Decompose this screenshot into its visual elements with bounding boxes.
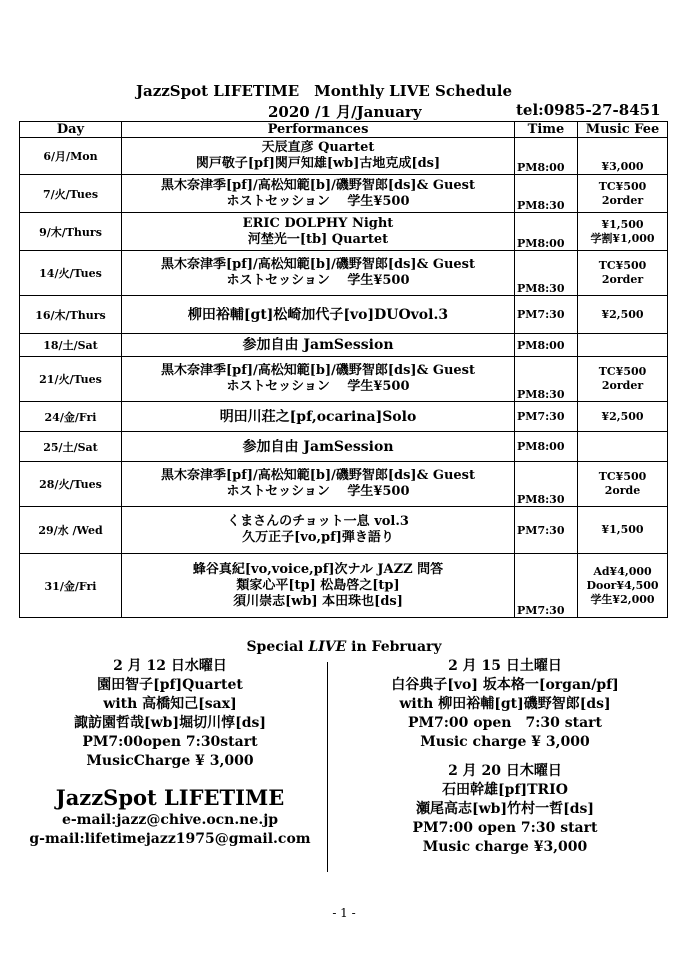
event-line: MusicCharge ¥ 3,000 (86, 753, 254, 769)
fee-line: TC¥500 (598, 259, 647, 272)
fee-line: 2order (601, 193, 644, 207)
schedule-title: JazzSpot LIFETIME Monthly LIVE Schedule (135, 82, 513, 100)
performance-line: 参加自由 JamSession (242, 337, 394, 353)
cell-performance (122, 213, 515, 251)
fee-line: ¥2,500 (601, 307, 644, 321)
fee-line: 学生¥2,000 (590, 592, 655, 606)
performance-line: 黒木奈津季[pf]/高松知範[b]/磯野智郎[ds]& Guest (161, 468, 475, 483)
schedule-row (20, 296, 668, 334)
fee-line: 学割¥1,000 (590, 231, 655, 245)
cell-day: 7/火/Tues (20, 175, 122, 213)
performance-line: 蜂谷真紀[vo,voice,pf]次ナル JAZZ 問答 (192, 561, 444, 577)
fee-line: TC¥500 (598, 470, 647, 483)
cell-time: PM8:00 (515, 213, 578, 251)
fee-line: Ad¥4,000 (593, 564, 652, 578)
cell-time: PM8:30 (515, 251, 578, 296)
performance-line: 須川崇志[wb] 本田珠也[ds] (233, 593, 403, 609)
table-header-row (20, 122, 668, 138)
fee-line: ¥3,000 (601, 160, 644, 173)
cell-fee (578, 554, 668, 618)
schedule-row (20, 402, 668, 432)
cell-performance (122, 432, 515, 462)
cell-time: PM8:30 (515, 357, 578, 402)
cell-fee (578, 357, 668, 402)
performance-line: 明田川荘之[pf,ocarina]Solo (219, 408, 417, 425)
event-line: 諏訪園哲哉[wb]堀切川惇[ds] (73, 715, 266, 731)
performance-line: 類家心平[tp] 松島啓之[tp] (236, 577, 400, 593)
venue-name: JazzSpot LIFETIME (55, 785, 285, 810)
cell-day: 21/火/Tues (20, 357, 122, 402)
special-live-heading: Special LIVE in February (246, 639, 442, 655)
schedule-row (20, 432, 668, 462)
fee-line: 2orde (604, 484, 641, 497)
cell-performance (122, 507, 515, 554)
fee-line: 2order (601, 273, 644, 286)
cell-time: PM7:30 (515, 554, 578, 618)
performance-line: ERIC DOLPHY Night (242, 215, 394, 231)
cell-day: 18/土/Sat (20, 334, 122, 357)
cell-day: 28/火/Tues (20, 462, 122, 507)
schedule-row (20, 334, 668, 357)
performance-line: ホストセッション 学生¥500 (226, 273, 410, 288)
email-address[interactable]: e-mail:jazz@chive.ocn.ne.jp (61, 812, 279, 828)
event-line: with 高橋知己[sax] (103, 696, 237, 712)
schedule-row (20, 357, 668, 402)
schedule-row (20, 554, 668, 618)
performance-line: 関戸敬子[pf]関戸知雄[wb]古地克成[ds] (195, 156, 441, 171)
schedule-body (20, 138, 668, 618)
fee-line: Door¥4,500 (586, 578, 659, 592)
cell-performance (122, 138, 515, 175)
schedule-row (20, 251, 668, 296)
event-line: 石田幹雄[pf]TRIO (442, 782, 568, 798)
performance-line: ホストセッション 学生¥500 (226, 484, 410, 499)
fee-line: TC¥500 (598, 365, 647, 378)
cell-time: PM8:00 (515, 432, 578, 462)
event-line: PM7:00 open 7:30 start (412, 820, 598, 836)
cell-day: 9/木/Thurs (20, 213, 122, 251)
fee-line: ¥1,500 (601, 217, 644, 231)
cell-performance (122, 357, 515, 402)
cell-day: 29/水 /Wed (20, 507, 122, 554)
cell-time: PM7:30 (515, 402, 578, 432)
cell-time: PM8:30 (515, 462, 578, 507)
schedule-row (20, 175, 668, 213)
performance-line: 黒木奈津季[pf]/高松知範[b]/磯野智郎[ds]& Guest (161, 257, 475, 272)
cell-performance (122, 251, 515, 296)
schedule-row (20, 507, 668, 554)
cell-fee (578, 138, 668, 175)
event-line: PM7:00open 7:30start (82, 734, 258, 750)
cell-time: PM8:00 (515, 334, 578, 357)
performance-line: 柳田裕輔[gt]松崎加代子[vo]DUOvol.3 (187, 306, 449, 323)
performance-line: くまさんのチョット一息 vol.3 (227, 514, 409, 529)
telephone: tel:0985-27-8451 (516, 101, 661, 119)
page-number: - 1 - (332, 906, 356, 920)
cell-performance (122, 402, 515, 432)
performance-line: 久万正子[vo,pf]弾き語り (242, 530, 394, 545)
cell-fee (578, 334, 668, 357)
cell-performance (122, 554, 515, 618)
cell-fee (578, 432, 668, 462)
event-line: Music charge ¥ 3,000 (420, 734, 590, 750)
column-header-performances: Performances (122, 122, 515, 138)
performance-line: 参加自由 JamSession (242, 438, 394, 455)
performance-line: 黒木奈津季[pf]/高松知範[b]/磯野智郎[ds]& Guest (161, 177, 475, 193)
event-line: PM7:00 open 7:30 start (407, 715, 603, 731)
gmail-address[interactable]: g-mail:lifetimejazz1975@gmail.com (29, 831, 311, 847)
fee-line: ¥2,500 (601, 409, 644, 423)
cell-fee (578, 507, 668, 554)
cell-day: 25/土/Sat (20, 432, 122, 462)
cell-fee (578, 296, 668, 334)
performance-line: 河埜光一[tb] Quartet (247, 231, 389, 247)
event-date: 2 月 12 日水曜日 (113, 658, 227, 674)
column-header-time: Time (515, 122, 578, 138)
cell-day: 14/火/Tues (20, 251, 122, 296)
event-date: 2 月 15 日土曜日 (448, 658, 562, 674)
fee-line: TC¥500 (598, 179, 647, 193)
event-line: with 柳田裕輔[gt]磯野智郎[ds] (399, 696, 611, 712)
fee-line: 2order (601, 379, 644, 392)
cell-time: PM8:00 (515, 138, 578, 175)
performance-line: 天辰直彦 Quartet (261, 140, 375, 155)
schedule-row (20, 462, 668, 507)
event-line: 園田智子[pf]Quartet (97, 677, 243, 693)
cell-performance (122, 334, 515, 357)
cell-time: PM8:30 (515, 175, 578, 213)
cell-fee (578, 175, 668, 213)
event-date: 2 月 20 日木曜日 (448, 763, 562, 779)
performance-line: ホストセッション 学生¥500 (226, 379, 410, 394)
column-header-fee: Music Fee (578, 122, 668, 138)
schedule-table (19, 121, 668, 618)
cell-time: PM7:30 (515, 507, 578, 554)
cell-performance (122, 175, 515, 213)
cell-day: 24/金/Fri (20, 402, 122, 432)
right-column (340, 657, 670, 857)
month-label: 2020 /1 月/January (268, 103, 422, 121)
schedule-row (20, 138, 668, 175)
cell-fee (578, 402, 668, 432)
performance-line: ホストセッション 学生¥500 (226, 193, 410, 209)
event-line: Music charge ¥3,000 (422, 839, 588, 855)
cell-fee (578, 213, 668, 251)
event-line: 白谷典子[vo] 坂本格一[organ/pf] (391, 677, 619, 693)
performance-line: 黒木奈津季[pf]/高松知範[b]/磯野智郎[ds]& Guest (161, 363, 475, 378)
cell-performance (122, 462, 515, 507)
schedule-row (20, 213, 668, 251)
cell-fee (578, 251, 668, 296)
cell-day: 6/月/Mon (20, 138, 122, 175)
cell-day: 31/金/Fri (20, 554, 122, 618)
left-column (10, 657, 330, 849)
column-header-day: Day (20, 122, 122, 138)
fee-line: ¥1,500 (601, 523, 644, 536)
cell-performance (122, 296, 515, 334)
event-line: 瀬尾高志[wb]竹村一哲[ds] (415, 801, 594, 817)
cell-day: 16/木/Thurs (20, 296, 122, 334)
cell-time: PM7:30 (515, 296, 578, 334)
cell-fee (578, 462, 668, 507)
